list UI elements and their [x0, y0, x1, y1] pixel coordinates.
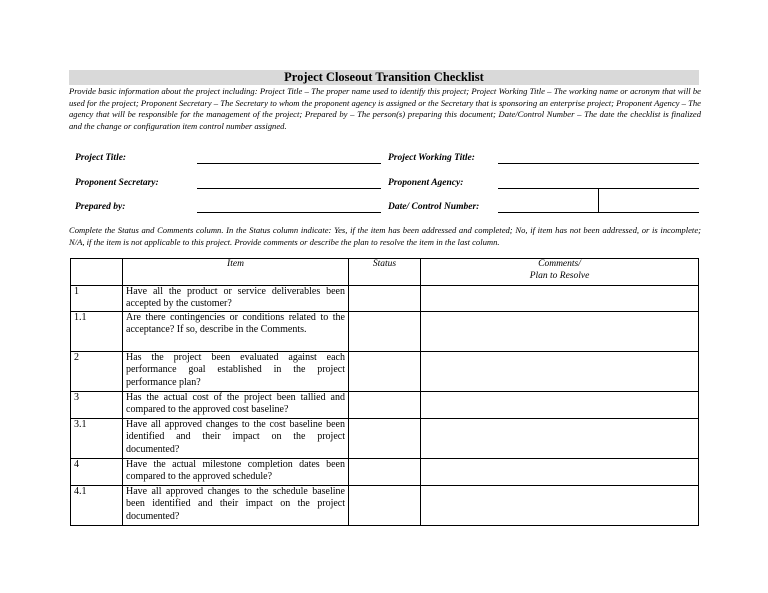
comments-column-header — [421, 259, 699, 286]
instructions-paragraph: Complete the Status and Comments column. In the Status column indicate: Yes, if the item has been addressed and completed; No, if item has not been addressed, or is incomplete; N/A, if the item is not applicable to this project. Provide comments or describe the plan to resolve the item in the last column. — [69, 225, 701, 247]
table-row — [71, 486, 699, 526]
row-number: 2 — [71, 352, 123, 392]
proponent-secretary-label: Proponent Secretary: — [75, 178, 159, 188]
row-item: Has the actual cost of the project been tallied and compared to the approved cost baseline? — [123, 392, 349, 419]
row-item: Are there contingencies or conditions related to the acceptance? If so, describe in the Comments. — [123, 312, 349, 352]
row-status-cell[interactable] — [349, 419, 421, 459]
table-row — [71, 459, 699, 486]
table-row — [71, 392, 699, 419]
document-title: Project Closeout Transition Checklist — [69, 70, 699, 85]
item-column-header: Item — [123, 259, 349, 286]
row-number: 3.1 — [71, 419, 123, 459]
row-number: 1 — [71, 286, 123, 312]
proponent-agency-label: Proponent Agency: — [388, 178, 464, 188]
proponent-secretary-field[interactable] — [197, 188, 381, 189]
row-number: 1.1 — [71, 312, 123, 352]
row-status-cell[interactable] — [349, 486, 421, 526]
row-item: Have all the product or service deliverables been accepted by the customer? — [123, 286, 349, 312]
row-number: 4.1 — [71, 486, 123, 526]
row-number: 4 — [71, 459, 123, 486]
date-control-number-label: Date/ Control Number: — [388, 202, 480, 212]
comments-header-line1: Comments/ — [538, 259, 581, 269]
checklist-table — [70, 258, 699, 526]
row-comments-cell[interactable] — [421, 459, 699, 486]
row-status-cell[interactable] — [349, 392, 421, 419]
row-number: 3 — [71, 392, 123, 419]
project-working-title-label: Project Working Title: — [388, 153, 475, 163]
row-comments-cell[interactable] — [421, 312, 699, 352]
intro-paragraph: Provide basic information about the project including: Project Title – The proper name used to identify this project; Project Working Title – The working name or acronym that will be used for the project; Proponent Secretary – The Secretary to whom the proponent agency is assigned or the Secretary that is sponsoring an enterprise project; Proponent Agency – The agency that will be responsible for the management of the project; Prepared by – The person(s) preparing this document; Date/Control Number – The date the checklist is finalized and the change or configuration item control number assigned. — [69, 86, 701, 131]
project-working-title-field[interactable] — [498, 163, 699, 164]
row-comments-cell[interactable] — [421, 392, 699, 419]
row-status-cell[interactable] — [349, 312, 421, 352]
prepared-by-label: Prepared by: — [75, 202, 126, 212]
row-comments-cell[interactable] — [421, 419, 699, 459]
table-row — [71, 419, 699, 459]
comments-header-line2: Plan to Resolve — [529, 270, 590, 281]
prepared-by-field[interactable] — [197, 212, 381, 213]
row-item: Have all approved changes to the cost baseline been identified and their impact on the project documented? — [123, 419, 349, 459]
number-column-header — [71, 259, 123, 286]
status-column-header: Status — [349, 259, 421, 286]
project-title-field[interactable] — [197, 163, 381, 164]
row-comments-cell[interactable] — [421, 486, 699, 526]
table-row — [71, 352, 699, 392]
table-row — [71, 312, 699, 352]
row-status-cell[interactable] — [349, 459, 421, 486]
row-item: Have all approved changes to the schedule baseline been identified and their impact on the project documented? — [123, 486, 349, 526]
row-item: Has the project been evaluated against each performance goal established in the project performance plan? — [123, 352, 349, 392]
row-item: Have the actual milestone completion dates been compared to the approved schedule? — [123, 459, 349, 486]
project-title-label: Project Title: — [75, 153, 127, 163]
row-comments-cell[interactable] — [421, 286, 699, 312]
row-status-cell[interactable] — [349, 286, 421, 312]
row-status-cell[interactable] — [349, 352, 421, 392]
table-row — [71, 286, 699, 312]
date-control-divider — [598, 189, 599, 213]
row-comments-cell[interactable] — [421, 352, 699, 392]
table-header-row — [71, 259, 699, 286]
